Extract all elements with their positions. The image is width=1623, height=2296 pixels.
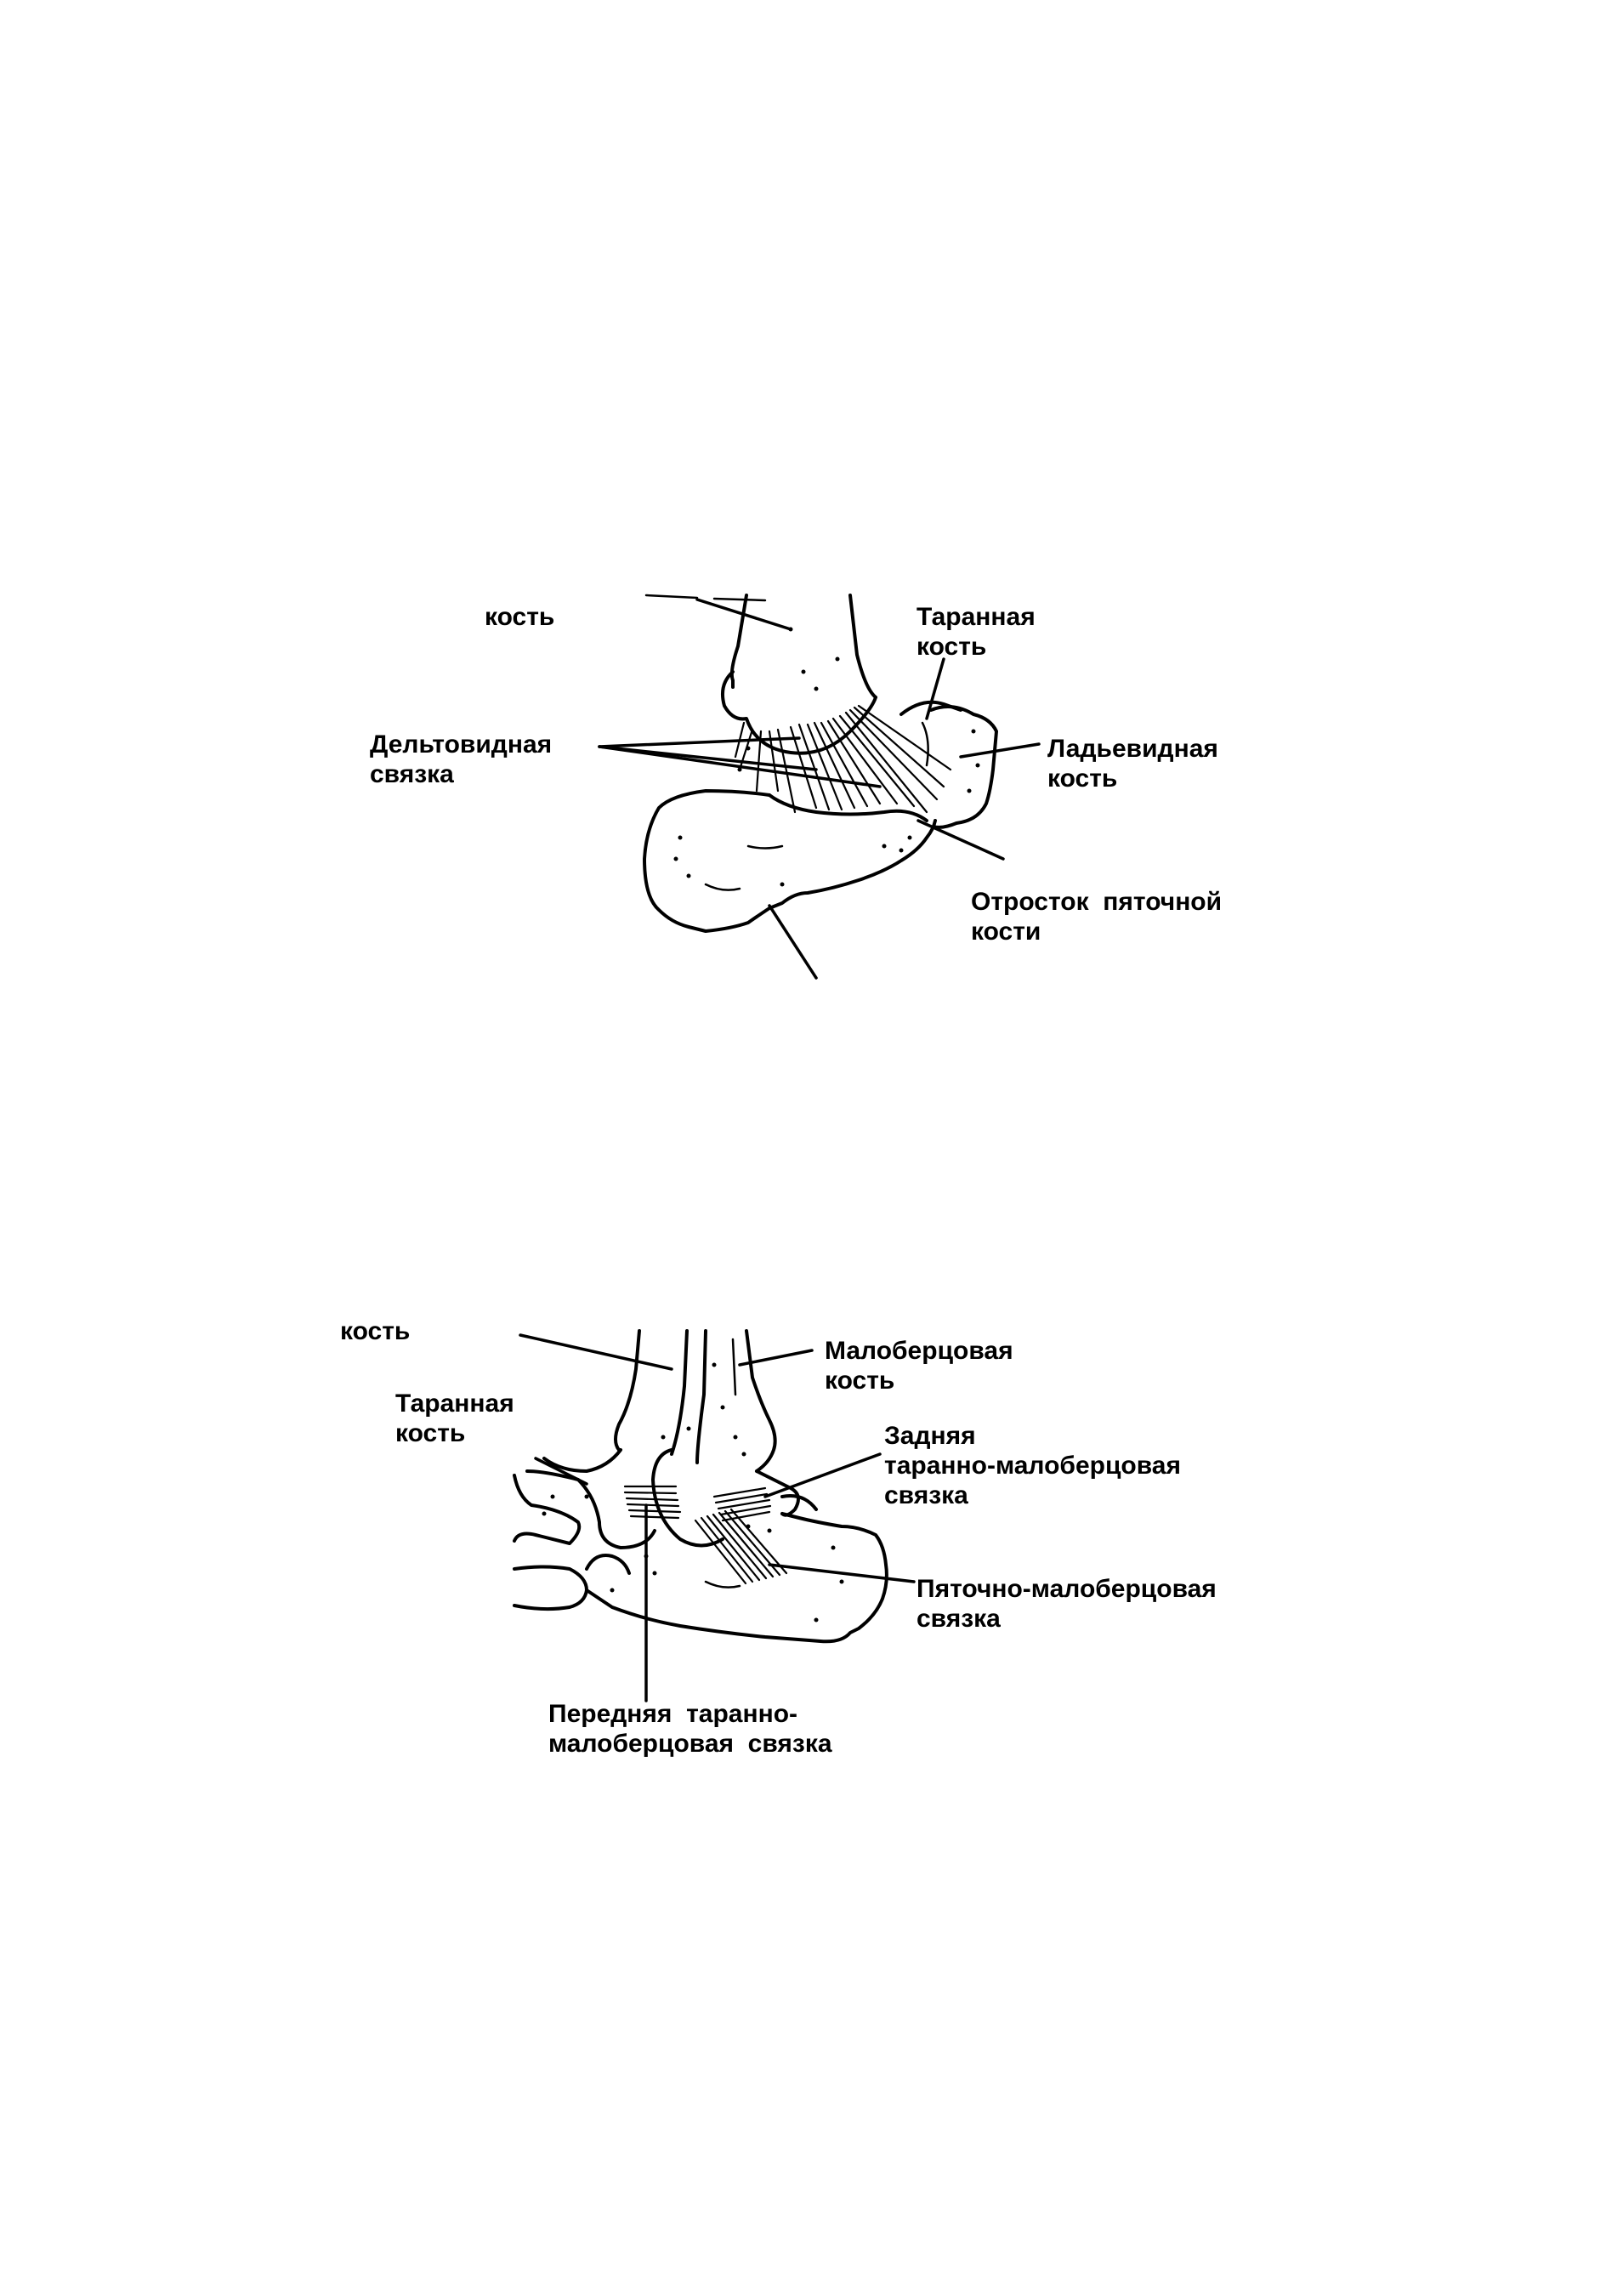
leader-navicular	[961, 744, 1039, 757]
tibia-medial-edge	[850, 595, 876, 697]
fibula-inner-line	[733, 1339, 735, 1395]
label-fibula: Малоберцовая кость	[825, 1337, 1013, 1395]
calcaneus-crease-bottom	[706, 1582, 740, 1588]
leader-bottom-bone	[520, 1335, 672, 1369]
cuboid-bone	[587, 1555, 629, 1573]
fibula-bone	[697, 1331, 706, 1463]
label-bottom-talus: Таранная кость	[395, 1390, 514, 1447]
label-navicular: Ладьевидная кость	[1047, 735, 1218, 793]
tibia-bone	[732, 595, 746, 687]
figure-bottom-lateral-ankle	[340, 1317, 1223, 1758]
label-deltoid-ligament: Дельтовидная связка	[370, 730, 553, 788]
navicular-inner-line	[922, 723, 928, 765]
label-top-talus: Таранная кость	[916, 603, 1036, 661]
label-anterior-talofibular: Передняя таранно- малоберцовая связка	[548, 1700, 832, 1758]
figure-top-medial-ankle	[370, 595, 1229, 978]
calcaneus-crease-2	[706, 884, 740, 890]
top-stipple	[674, 628, 980, 887]
midfoot-bones	[514, 1475, 579, 1543]
leader-calcaneus-process	[918, 821, 1003, 859]
midfoot-lower	[514, 1567, 587, 1610]
leader-calcaneofibular	[769, 1565, 914, 1582]
calcaneus-crease	[748, 846, 782, 849]
leader-calcaneus-bottom	[769, 906, 816, 978]
navicular-bone	[931, 707, 996, 827]
leader-posterior-talofibular	[765, 1454, 880, 1497]
label-bottom-bone: кость	[340, 1317, 411, 1345]
tibia-shaft-bottom-right	[672, 1331, 687, 1454]
label-calcaneofibular: Пяточно-малоберцовая связка	[916, 1575, 1217, 1633]
tibia-shaft-bottom	[616, 1331, 639, 1450]
label-top-bone: кость	[485, 603, 555, 631]
fibula-right-edge	[746, 1331, 775, 1471]
label-calcaneus-process: Отросток пяточной кости	[971, 888, 1223, 946]
label-posterior-talofibular: Задняя таранно-малоберцовая связка	[884, 1422, 1181, 1509]
